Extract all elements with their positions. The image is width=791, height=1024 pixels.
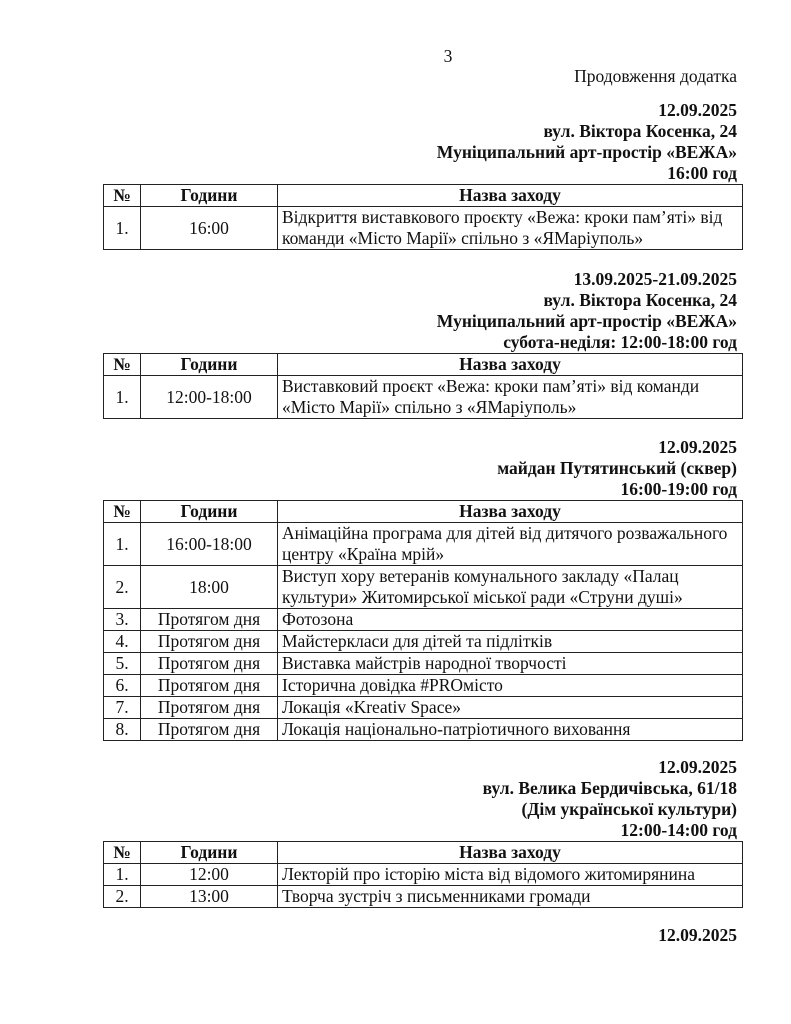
row-time: 16:00: [141, 207, 278, 250]
row-title: Локація національно-патріотичного виховання: [278, 719, 743, 741]
table-row: [104, 697, 743, 719]
section-header-line: 12.09.2025: [658, 925, 737, 945]
table-row: [104, 719, 743, 741]
column-header: Години: [141, 185, 278, 207]
row-title: Лекторій про історію міста від відомого житомирянина: [278, 864, 743, 886]
row-time: 18:00: [141, 566, 278, 609]
events-table: [103, 500, 743, 741]
row-title: Творча зустріч з письменниками громади: [278, 886, 743, 908]
section-header-line: вул. Велика Бердичівська, 61/18: [482, 778, 737, 798]
table-row: [104, 864, 743, 886]
row-title: Анімаційна програма для дітей від дитячого розважального центру «Країна мрій»: [278, 523, 743, 566]
section-header-line: 13.09.2025-21.09.2025: [573, 269, 737, 289]
table-header-row: [104, 842, 743, 864]
table-header-row: [104, 501, 743, 523]
section-header-line: вул. Віктора Косенка, 24: [543, 290, 737, 310]
table-row: [104, 653, 743, 675]
row-time: Протягом дня: [141, 631, 278, 653]
continuation-label: Продовження додатка: [574, 66, 737, 86]
row-number: 1.: [104, 376, 141, 419]
event-section: [103, 757, 743, 908]
column-header: Назва заходу: [278, 354, 743, 376]
event-section: [103, 269, 743, 419]
section-header-line: (Дім української культури): [521, 799, 737, 819]
column-header: №: [104, 354, 141, 376]
row-time: Протягом дня: [141, 697, 278, 719]
section-header-line: майдан Путятинський (сквер): [497, 458, 737, 478]
row-title: Виступ хору ветеранів комунального закладу «Палац культури» Житомирської міської ради «Струни душі»: [278, 566, 743, 609]
row-number: 6.: [104, 675, 141, 697]
section-header-line: 12.09.2025: [658, 100, 737, 120]
row-time: 13:00: [141, 886, 278, 908]
events-table: [103, 184, 743, 250]
row-number: 1.: [104, 207, 141, 250]
row-number: 4.: [104, 631, 141, 653]
section-header-line: 16:00 год: [667, 163, 737, 183]
column-header: Назва заходу: [278, 185, 743, 207]
row-time: Протягом дня: [141, 609, 278, 631]
table-row: [104, 886, 743, 908]
column-header: №: [104, 185, 141, 207]
section-header-line: Муніципальний арт-простір «ВЕЖА»: [436, 142, 737, 162]
column-header: №: [104, 501, 141, 523]
table-row: [104, 376, 743, 419]
section-header-line: 12.09.2025: [658, 757, 737, 777]
row-title: Фотозона: [278, 609, 743, 631]
section-header-line: Муніципальний арт-простір «ВЕЖА»: [436, 311, 737, 331]
column-header: Години: [141, 354, 278, 376]
table-header-row: [104, 354, 743, 376]
row-number: 1.: [104, 523, 141, 566]
table-row: [104, 609, 743, 631]
row-number: 1.: [104, 864, 141, 886]
row-time: 12:00-18:00: [141, 376, 278, 419]
row-title: Виставка майстрів народної творчості: [278, 653, 743, 675]
events-table: [103, 841, 743, 908]
table-row: [104, 207, 743, 250]
table-row: [104, 675, 743, 697]
row-title: Майстеркласи для дітей та підлітків: [278, 631, 743, 653]
column-header: №: [104, 842, 141, 864]
section-header-line: 16:00-19:00 год: [620, 479, 737, 499]
section-header-line: вул. Віктора Косенка, 24: [543, 121, 737, 141]
row-title: Локація «Kreativ Space»: [278, 697, 743, 719]
row-title: Виставковий проєкт «Вежа: кроки пам’яті» від команди «Місто Марії» спільно з «ЯМаріуполь»: [278, 376, 743, 419]
event-section: [103, 437, 743, 741]
event-section: [103, 925, 743, 946]
column-header: Назва заходу: [278, 501, 743, 523]
column-header: Години: [141, 501, 278, 523]
section-header-line: субота-неділя: 12:00-18:00 год: [503, 332, 737, 352]
table-row: [104, 566, 743, 609]
page-number: 3: [443, 46, 453, 66]
row-time: 12:00: [141, 864, 278, 886]
table-row: [104, 523, 743, 566]
row-time: Протягом дня: [141, 719, 278, 741]
row-time: Протягом дня: [141, 653, 278, 675]
row-number: 8.: [104, 719, 141, 741]
row-time: 16:00-18:00: [141, 523, 278, 566]
table-header-row: [104, 185, 743, 207]
row-number: 7.: [104, 697, 141, 719]
row-number: 5.: [104, 653, 141, 675]
section-header-line: 12:00-14:00 год: [620, 820, 737, 840]
row-number: 2.: [104, 566, 141, 609]
row-number: 2.: [104, 886, 141, 908]
section-header-line: 12.09.2025: [658, 437, 737, 457]
row-title: Історична довідка #PROмісто: [278, 675, 743, 697]
row-title: Відкриття виставкового проєкту «Вежа: кроки пам’яті» від команди «Місто Марії» спільно з «ЯМаріуполь»: [278, 207, 743, 250]
row-number: 3.: [104, 609, 141, 631]
column-header: Години: [141, 842, 278, 864]
event-section: [103, 100, 743, 250]
row-time: Протягом дня: [141, 675, 278, 697]
column-header: Назва заходу: [278, 842, 743, 864]
events-table: [103, 353, 743, 419]
table-row: [104, 631, 743, 653]
